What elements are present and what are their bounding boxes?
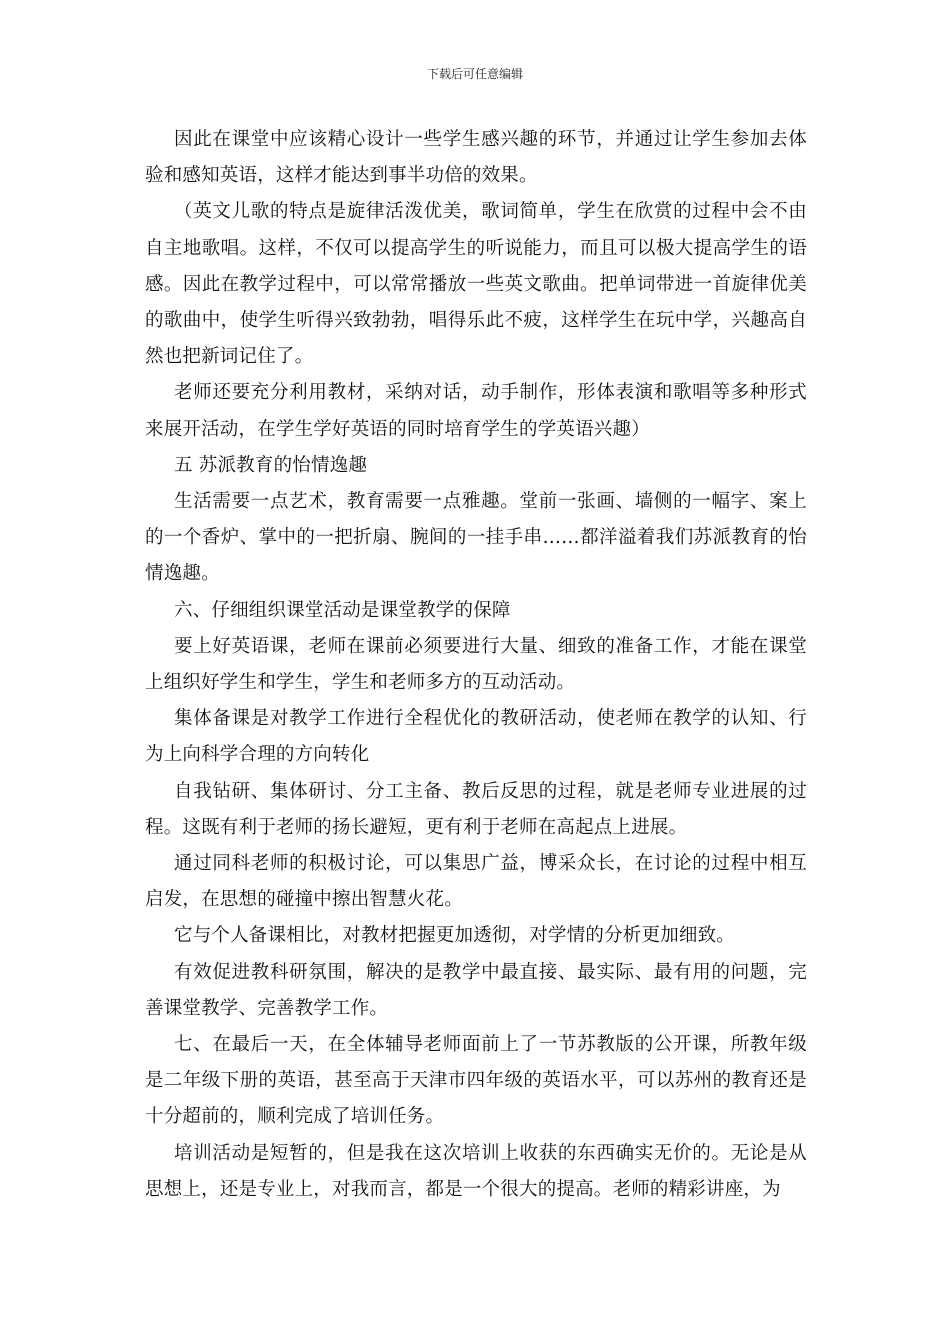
paragraph: 老师还要充分利用教材，采纳对话，动手制作，形体表演和歌唱等多种形式来展开活动，在学生学好英语的同时培育学生的学英语兴趣）: [145, 382, 807, 440]
paragraph: 要上好英语课，老师在课前必须要进行大量、细致的准备工作，才能在课堂上组织好学生和学生，学生和老师多方的互动活动。: [145, 635, 807, 694]
section-heading: 六、仔细组织课堂活动是课堂教学的保障: [174, 599, 511, 621]
paragraph: （英文儿歌的特点是旋律活泼优美，歌词简单，学生在欣赏的过程中会不由自主地歌唱。这样，不仅可以提高学生的听说能力，而且可以极大提高学生的语感。因此在教学过程中，可以常常播放一些英文歌曲。把单词带进一首旋律优美的歌曲中，使学生听得兴致勃勃，唱得乐此不疲，这样学生在玩中学，兴趣高自然也把新词记住了。: [145, 201, 807, 368]
page-header: 下载后可任意编辑: [426, 67, 523, 81]
paragraph: 它与个人备课相比，对教材把握更加透彻，对学情的分析更加细致。: [174, 925, 736, 947]
paragraph: 因此在课堂中应该精心设计一些学生感兴趣的环节，并通过让学生参加去体验和感知英语，这样才能达到事半功倍的效果。: [145, 129, 807, 187]
paragraph: 有效促进教科研氛围，解决的是教学中最直接、最实际、最有用的问题，完善课堂教学、完善教学工作。: [145, 961, 807, 1019]
paragraph: 生活需要一点艺术，教育需要一点雅趣。堂前一张画、墙侧的一幅字、案上的一个香炉、掌中的一把折扇、腕间的一挂手串……都洋溢着我们苏派教育的怡情逸趣。: [145, 491, 807, 585]
paragraph: 自我钻研、集体研讨、分工主备、教后反思的过程，就是老师专业进展的过程。这既有利于老师的扬长避短，更有利于老师在高起点上进展。: [145, 780, 807, 838]
paragraph: 培训活动是短暂的，但是我在这次培训上收获的东西确实无价的。无论是从思想上，还是专业上，对我而言，都是一个很大的提高。老师的精彩讲座，为: [145, 1142, 807, 1200]
document-body: [145, 122, 807, 1208]
paragraph: 七、在最后一天，在全体辅导老师面前上了一节苏教版的公开课，所教年级是二年级下册的英语，甚至高于天津市四年级的英语水平，可以苏州的教育还是十分超前的，顺利完成了培训任务。: [145, 1034, 807, 1128]
paragraph: 集体备课是对教学工作进行全程优化的教研活动，使老师在教学的认知、行为上向科学合理的方向转化: [145, 708, 807, 766]
section-heading: 五 苏派教育的怡情逸趣: [174, 454, 368, 476]
paragraph: 通过同科老师的积极讨论，可以集思广益，博采众长，在讨论的过程中相互启发，在思想的碰撞中擦出智慧火花。: [145, 853, 807, 911]
